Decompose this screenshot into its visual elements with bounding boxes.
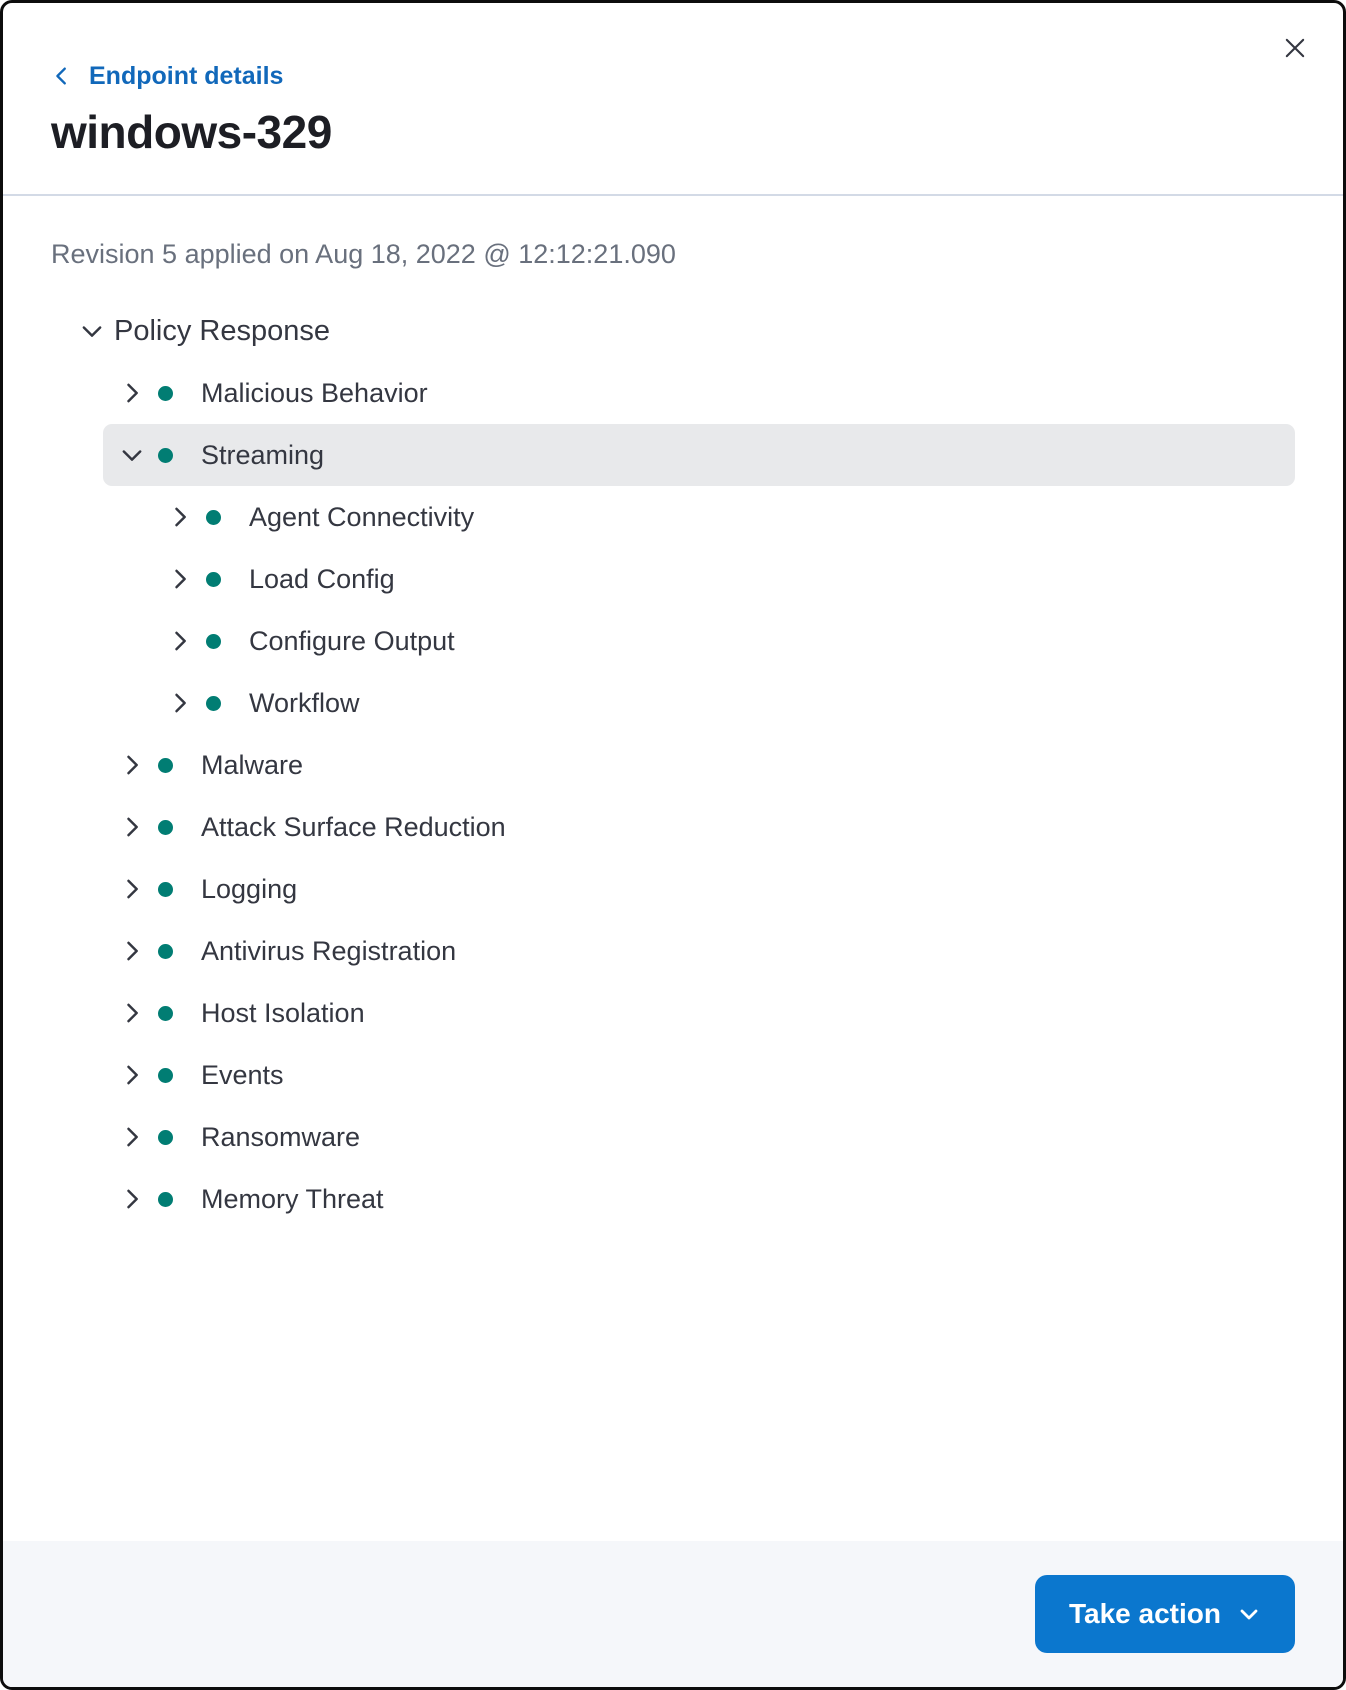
header-divider — [3, 194, 1343, 196]
status-dot-icon — [158, 758, 173, 773]
tree-item-label: Attack Surface Reduction — [201, 812, 506, 842]
chevron-right-icon[interactable] — [118, 751, 146, 779]
tree-item-label: Workflow — [249, 688, 360, 718]
status-dot-icon — [158, 1192, 173, 1207]
tree-item-label: Memory Threat — [201, 1184, 384, 1214]
tree-item[interactable] — [63, 300, 1295, 362]
tree-item-label: Events — [201, 1060, 284, 1090]
flyout-header — [3, 3, 1343, 160]
revision-text: Revision 5 applied on Aug 18, 2022 @ 12:12:21.090 — [51, 239, 676, 269]
status-dot-icon — [158, 882, 173, 897]
tree-item[interactable] — [103, 1106, 1295, 1168]
tree-item[interactable] — [103, 1044, 1295, 1106]
chevron-right-icon[interactable] — [118, 813, 146, 841]
tree-item-label: Host Isolation — [201, 998, 365, 1028]
tree-item[interactable] — [103, 424, 1295, 486]
tree-item[interactable] — [151, 486, 1295, 548]
tree-item[interactable] — [103, 796, 1295, 858]
status-dot-icon — [158, 1130, 173, 1145]
tree-item-label: Antivirus Registration — [201, 936, 457, 966]
chevron-right-icon[interactable] — [118, 1185, 146, 1213]
tree-item-label: Malicious Behavior — [201, 378, 428, 408]
back-link-label: Endpoint details — [89, 62, 284, 90]
close-icon — [1281, 34, 1309, 65]
flyout-body — [3, 238, 1343, 1230]
chevron-right-icon[interactable] — [118, 937, 146, 965]
tree-item-label: Policy Response — [114, 315, 330, 347]
status-dot-icon — [206, 510, 221, 525]
status-dot-icon — [206, 572, 221, 587]
status-dot-icon — [158, 448, 173, 463]
tree-item-label: Load Config — [249, 564, 395, 594]
footer-bar — [3, 1541, 1343, 1687]
chevron-down-icon[interactable] — [78, 317, 106, 345]
tree-item[interactable] — [103, 362, 1295, 424]
take-action-label: Take action — [1069, 1598, 1221, 1629]
back-link[interactable] — [51, 61, 283, 91]
chevron-right-icon[interactable] — [166, 565, 194, 593]
chevron-right-icon[interactable] — [166, 689, 194, 717]
status-dot-icon — [206, 696, 221, 711]
chevron-down-icon[interactable] — [118, 441, 146, 469]
tree-item[interactable] — [103, 1168, 1295, 1230]
tree-item[interactable] — [103, 982, 1295, 1044]
status-dot-icon — [158, 386, 173, 401]
tree-item[interactable] — [103, 920, 1295, 982]
chevron-right-icon[interactable] — [166, 627, 194, 655]
tree-item-label: Logging — [201, 874, 298, 904]
chevron-down-icon — [1237, 1602, 1261, 1626]
tree-item[interactable] — [151, 672, 1295, 734]
chevron-right-icon[interactable] — [118, 1123, 146, 1151]
chevron-right-icon[interactable] — [118, 379, 146, 407]
tree-item-label: Configure Output — [249, 626, 455, 656]
tree-item[interactable] — [151, 610, 1295, 672]
page-title: windows-329 — [51, 106, 332, 158]
chevron-right-icon[interactable] — [118, 1061, 146, 1089]
status-dot-icon — [158, 944, 173, 959]
chevron-right-icon[interactable] — [166, 503, 194, 531]
tree-item[interactable] — [103, 858, 1295, 920]
tree-item-label: Streaming — [201, 440, 325, 470]
policy-response-tree — [51, 300, 1295, 1230]
status-dot-icon — [158, 820, 173, 835]
chevron-right-icon[interactable] — [118, 875, 146, 903]
tree-item-label: Agent Connectivity — [249, 502, 475, 532]
close-button[interactable] — [1273, 27, 1317, 71]
tree-item-label: Malware — [201, 750, 304, 780]
tree-item[interactable] — [151, 548, 1295, 610]
take-action-button[interactable] — [1035, 1575, 1295, 1653]
tree-item-label: Ransomware — [201, 1122, 361, 1152]
chevron-right-icon[interactable] — [118, 999, 146, 1027]
chevron-left-icon — [51, 65, 73, 87]
status-dot-icon — [206, 634, 221, 649]
status-dot-icon — [158, 1006, 173, 1021]
status-dot-icon — [158, 1068, 173, 1083]
tree-item[interactable] — [103, 734, 1295, 796]
